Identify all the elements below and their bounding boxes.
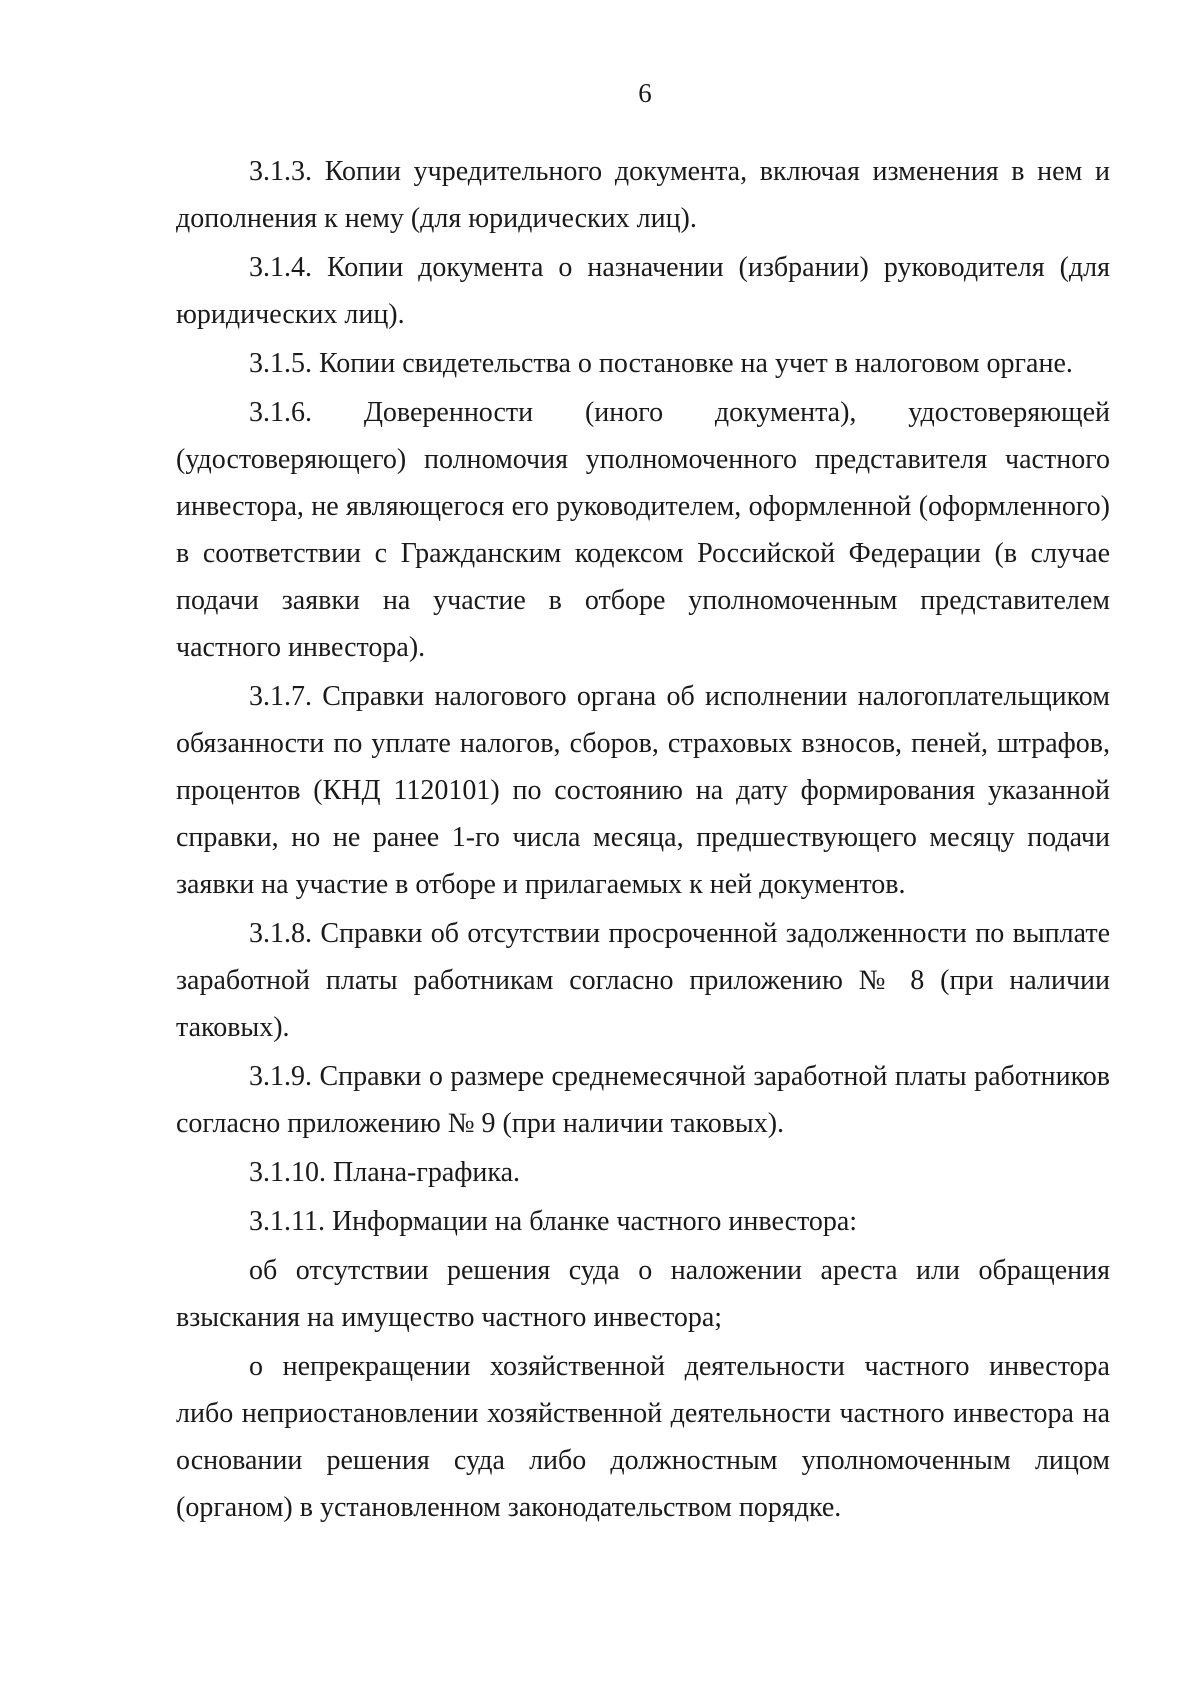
paragraph-3-1-6: 3.1.6. Доверенности (иного документа), удостоверяющей (удостоверяющего) полномочия уполномоченного представителя частного инвестора, не являющегося его руководителем, оформленной (оформленного) в соответствии с Гражданским кодексом Российской Федерации (в случае подачи заявки на участие в отборе уполномоченным представителем частного инвестора). — [176, 397, 1110, 663]
document-body — [176, 148, 1110, 1531]
paragraph-3-1-11-item-1: об отсутствии решения суда о наложении ареста или обращения взыскания на имущество частного инвестора; — [176, 1255, 1110, 1333]
paragraph-3-1-9: 3.1.9. Справки о размере среднемесячной заработной платы работников согласно приложению № 9 (при наличии таковых). — [176, 1061, 1110, 1139]
paragraph-3-1-11-item-2: о непрекращении хозяйственной деятельности частного инвестора либо неприостановлении хозяйственной деятельности частного инвестора на основании решения суда либо должностным уполномоченным лицом (органом) в установленном законодательством порядке. — [176, 1351, 1110, 1523]
paragraph-3-1-3: 3.1.3. Копии учредительного документа, включая изменения в нем и дополнения к нему (для юридических лиц). — [176, 156, 1110, 234]
paragraph-3-1-5: 3.1.5. Копии свидетельства о постановке на учет в налоговом органе. — [249, 348, 1073, 379]
paragraph-3-1-10: 3.1.10. Плана-графика. — [249, 1157, 521, 1188]
paragraph-3-1-7: 3.1.7. Справки налогового органа об исполнении налогоплательщиком обязанности по уплате налогов, сборов, страховых взносов, пеней, штрафов, процентов (КНД 1120101) по состоянию на дату формирования указанной справки, но не ранее 1-го числа месяца, предшествующего месяцу подачи заявки на участие в отборе и прилагаемых к ней документов. — [176, 681, 1110, 900]
paragraph-3-1-8: 3.1.8. Справки об отсутствии просроченной задолженности по выплате заработной платы работникам согласно приложению № 8 (при наличии таковых). — [176, 918, 1110, 1043]
paragraph-3-1-4: 3.1.4. Копии документа о назначении (избрании) руководителя (для юридических лиц). — [176, 252, 1110, 330]
page-number: 6 — [638, 78, 652, 108]
paragraph-3-1-11: 3.1.11. Информации на бланке частного инвестора: — [249, 1206, 858, 1237]
